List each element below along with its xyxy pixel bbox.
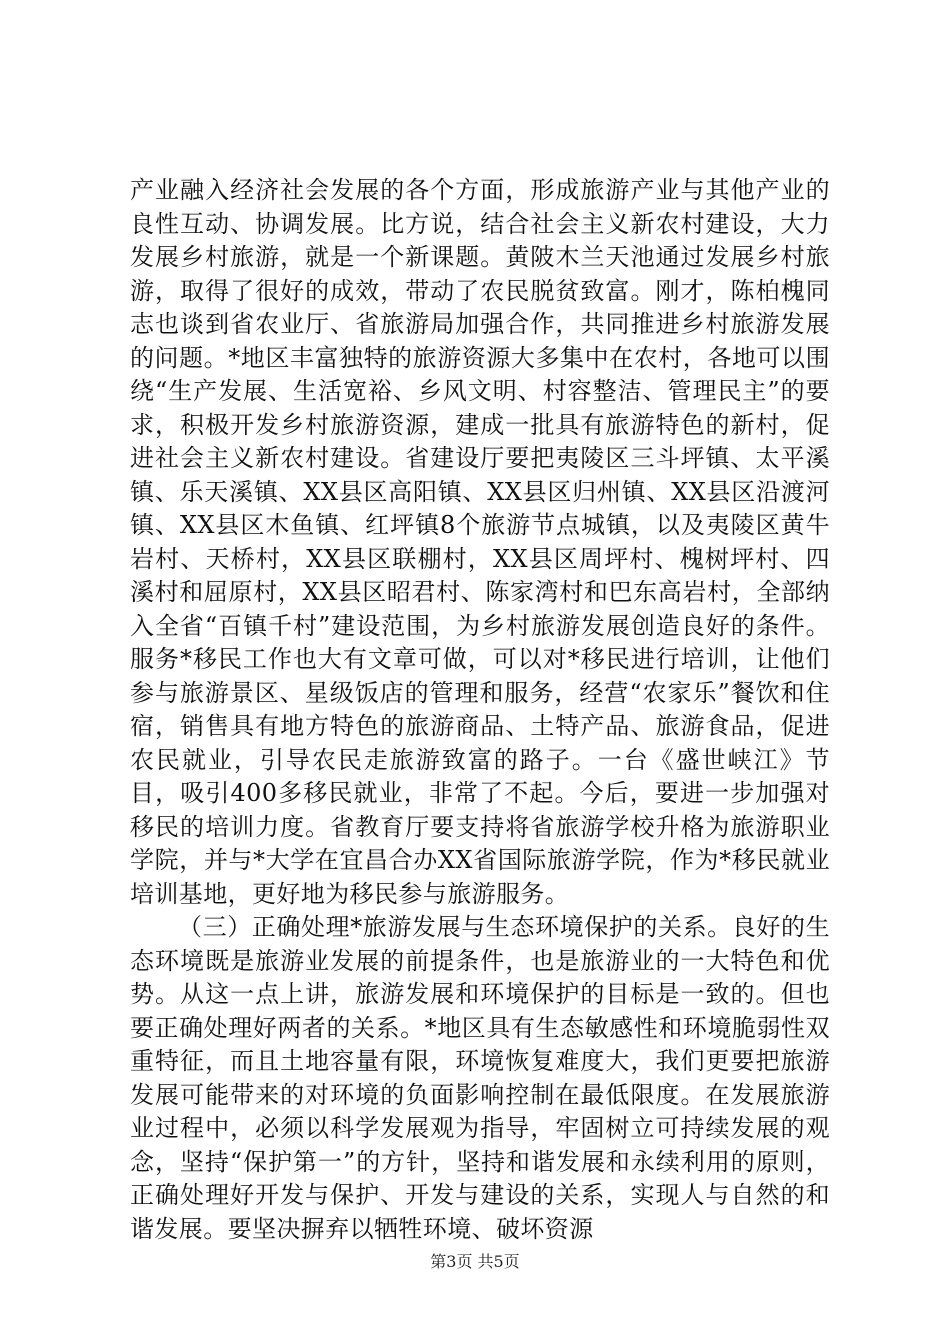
page-footer: 第3页 共5页 [430, 1252, 520, 1271]
document-body [130, 174, 830, 1246]
paragraph-continuation: 产业融入经济社会发展的各个方面，形成旅游产业与其他产业的良性互动、协调发展。比方说，结合社会主义新农村建设，大力发展乡村旅游，就是一个新课题。黄陂木兰天池通过发展乡村旅游，取得了很好的成效，带动了农民脱贫致富。刚才，陈柏槐同志也谈到省农业厅、省旅游局加强合作，共同推进乡村旅游发展的问题。*地区丰富独特的旅游资源大多集中在农村，各地可以围绕“生产发展、生活宽裕、乡风文明、村容整洁、管理民主”的要求，积极开发乡村旅游资源，建成一批具有旅游特色的新村，促进社会主义新农村建设。省建设厅要把夷陵区三斗坪镇、太平溪镇、乐天溪镇、XX县区高阳镇、XX县区归州镇、XX县区沿渡河镇、XX县区木鱼镇、红坪镇8个旅游节点城镇，以及夷陵区黄牛岩村、天桥村，XX县区联棚村，XX县区周坪村、槐树坪村、四溪村和屈原村，XX县区昭君村、陈家湾村和巴东高岩村，全部纳入全省“百镇千村”建设范围，为乡村旅游发展创造良好的条件。服务*移民工作也大有文章可做，可以对*移民进行培训，让他们参与旅游景区、星级饭店的管理和服务，经营“农家乐”餐饮和住宿，销售具有地方特色的旅游商品、土特产品、旅游食品，促进农民就业，引导农民走旅游致富的路子。一台《盛世峡江》节目，吸引400多移民就业，非常了不起。今后，要进一步加强对移民的培训力度。省教育厅要支持将省旅游学校升格为旅游职业学院，并与*大学在宜昌合办XX省国际旅游学院，作为*移民就业培训基地，更好地为移民参与旅游服务。 [130, 176, 830, 908]
paragraph-section-three: （三）正确处理*旅游发展与生态环境保护的关系。良好的生态环境既是旅游业发展的前提条件，也是旅游业的一大特色和优势。从这一点上讲，旅游发展和环境保护的目标是一致的。但也要正确处理好两者的关系。*地区具有生态敏感性和环境脆弱性双重特征，而且土地容量有限，环境恢复难度大，我们更要把旅游发展可能带来的对环境的负面影响控制在最低限度。在发展旅游业过程中，必须以科学发展观为指导，牢固树立可持续发展的观念，坚持“保护第一”的方针，坚持和谐发展和永续利用的原则，正确处理好开发与保护、开发与建设的关系，实现人与自然的和谐发展。要坚决摒弃以牺牲环境、破坏资源 [130, 913, 830, 1243]
